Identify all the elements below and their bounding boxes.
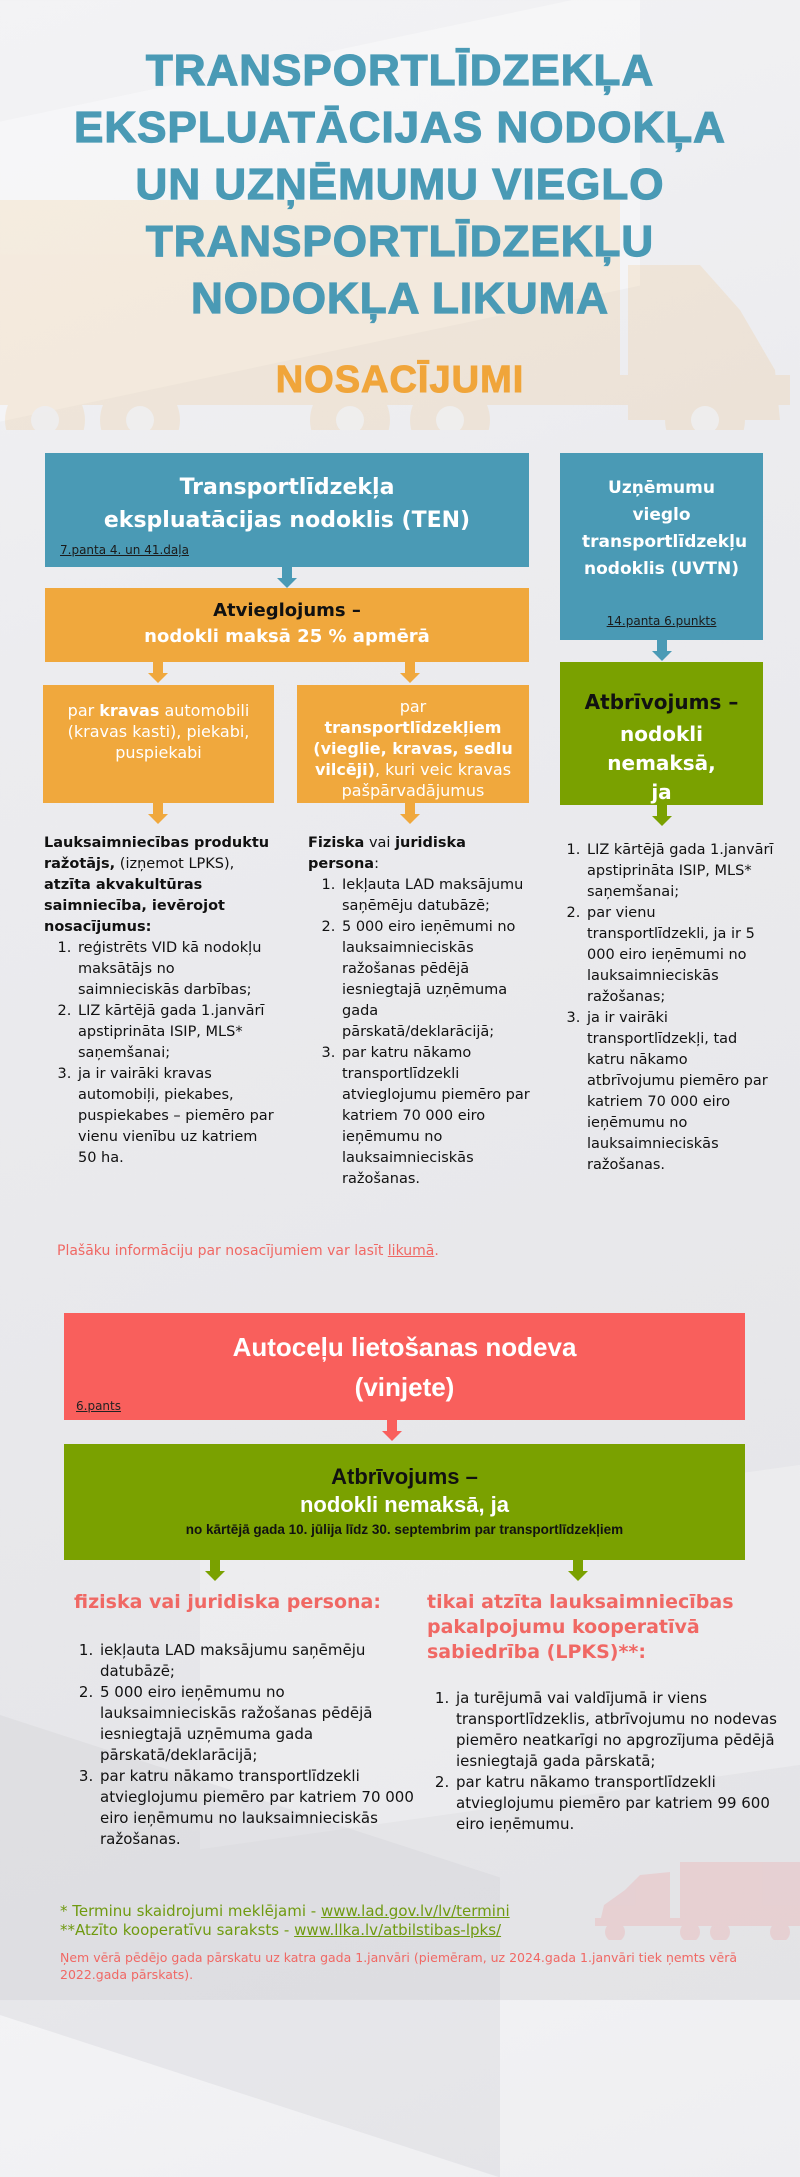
- list-item: 1. ja turējumā vai valdījumā ir viens transportlīdzeklis, atbrīvojumu no nodevas piemēro neatkarīgi no apgrozījuma pēdējā iesniegtajā gada pārskatā;: [454, 1688, 786, 1772]
- vignette-exemption-period: no kārtējā gada 10. jūlija līdz 30. septembrim par transportlīdzekļiem: [185, 1522, 624, 1537]
- ten-heading-line2: ekspluatācijas nodoklis (TEN): [103, 508, 471, 533]
- uvtn-exemption-box: [560, 662, 763, 805]
- page-title: [0, 42, 800, 327]
- option-bold-text: transportlīdzekļiem (vieglie, kravas, sedlu vilcēji): [313, 718, 513, 779]
- title-line: TRANSPORTLĪDZEKĻU: [145, 217, 655, 266]
- uvtn-conditions: [567, 840, 779, 1176]
- conditions-list: [58, 938, 276, 1169]
- ten-header-box: [45, 453, 529, 567]
- list-item: 1. iekļauta LAD maksājumu saņēmēju datubāzē;: [98, 1640, 420, 1682]
- ten-relief-box: [45, 588, 529, 662]
- footnote-cooperatives: **Atzīto kooperatīvu saraksts - www.llka.lv/atbilstibas-lpks/: [60, 1921, 502, 1939]
- vignette-header-box: [64, 1313, 745, 1420]
- uvtn-exemption-title: Atbrīvojums –: [584, 690, 739, 714]
- list-item: 2. 5 000 eiro ieņēmumi no lauksaimnieciskās ražošanas pēdējā iesniegtajā uzņēmuma gada pārskatā/deklarācijā;: [340, 917, 530, 1043]
- page-subtitle: NOSACĪJUMI: [275, 359, 525, 401]
- arrow-down-icon: [568, 1560, 588, 1582]
- title-line: NODOKĻA LIKUMA: [190, 274, 610, 323]
- vignette-heading-line2: (vinjete): [354, 1372, 455, 1402]
- list-item: 2. 5 000 eiro ieņēmumu no lauksaimnieciskās ražošanas pēdējā iesniegtajā uzņēmuma gada pārskatā/deklarācijā;: [98, 1682, 420, 1766]
- conditions-list: [436, 1688, 786, 1835]
- cooperatives-link[interactable]: www.llka.lv/atbilstibas-lpks/: [294, 1921, 502, 1939]
- ten-conditions-persons: [308, 833, 530, 1190]
- list-item: 2. par vienu transportlīdzekli, ja ir 5 000 eiro ieņēmumi no lauksaimnieciskās ražošanas;: [585, 903, 779, 1008]
- list-item: 1. Iekļauta LAD maksājumu saņēmēju datubāzē;: [340, 875, 530, 917]
- arrow-down-icon: [400, 803, 420, 825]
- arrow-down-icon: [205, 1560, 225, 1582]
- option-text: par: [399, 697, 427, 716]
- vignette-exemption-subtitle: nodokli nemaksā, ja: [299, 1492, 510, 1517]
- conditions-list: [80, 1640, 420, 1850]
- title-line: UN UZŅĒMUMU VIEGLO: [135, 160, 665, 209]
- terms-link[interactable]: www.lad.gov.lv/lv/termini: [320, 1902, 510, 1920]
- arrow-down-icon: [400, 662, 420, 684]
- uvtn-heading: Uzņēmumu vieglo transportlīdzekļu nodoklis (UVTN): [582, 478, 748, 579]
- uvtn-header-box: [560, 453, 763, 640]
- arrow-down-icon: [652, 640, 672, 662]
- vignette-heading-line1: Autoceļu lietošanas nodeva: [232, 1332, 577, 1362]
- ten-option-cargo-box: [43, 685, 274, 803]
- option-text: automobili (kravas kasti), piekabi, puspiekabi: [67, 701, 250, 762]
- arrow-down-icon: [382, 1420, 402, 1442]
- list-item: 1. reģistrēts VID kā nodokļu maksātājs no saimnieciskās darbības;: [76, 938, 276, 1001]
- vignette-heading: [64, 1327, 745, 1407]
- ten-heading-line1: Transportlīdzekļa: [179, 475, 395, 500]
- list-item: 3. ja ir vairāki transportlīdzekļi, tad katru nākamo atbrīvojumu piemēro par katriem 70 000 eiro ieņēmumu no lauksaimnieciskās ražošanas.: [585, 1008, 779, 1176]
- list-item: 2. LIZ kārtējā gada 1.janvārī apstiprināta ISIP, MLS* saņemšanai;: [76, 1001, 276, 1064]
- conditions-list: [322, 875, 530, 1190]
- conditions-list: [567, 840, 779, 1176]
- vignette-right-conditions: [436, 1688, 786, 1835]
- option-text: par: [67, 701, 100, 720]
- title-line: TRANSPORTLĪDZEKĻA: [145, 46, 655, 95]
- ten-conditions-producers: [44, 833, 276, 1169]
- list-item: 3. par katru nākamo transportlīdzekli atvieglojumu piemēro par katriem 70 000 eiro ieņēmumu no lauksaimnieciskās ražošanas.: [340, 1043, 530, 1190]
- vignette-left-conditions: [80, 1640, 420, 1850]
- option-bold-text: kravas: [99, 701, 160, 720]
- conditions-intro: Fiziska vai juridiska persona:: [308, 835, 466, 872]
- truck-icon: [590, 1860, 800, 1940]
- annual-report-note: Ņem vērā pēdējo gada pārskatu uz katra gada 1.janvāri (piemēram, uz 2024.gada 1.janvāri tiek ņemts vērā 2022.gada pārskats).: [60, 1950, 738, 1982]
- uvtn-law-reference-link[interactable]: 14.panta 6.punkts: [606, 614, 717, 628]
- uvtn-exemption-subtitle: nodokli nemaksā, ja: [607, 722, 716, 804]
- option-text: , kuri veic kravas pašpārvadājumus: [341, 760, 512, 800]
- footnote-terms: * Terminu skaidrojumi meklējami - www.lad.gov.lv/lv/termini: [60, 1902, 510, 1920]
- list-item: 2. par katru nākamo transportlīdzekli atvieglojumu piemēro par katriem 99 600 eiro ieņēmumu.: [454, 1772, 786, 1835]
- vignette-exemption-box: [64, 1444, 745, 1560]
- list-item: 3. par katru nākamo transportlīdzekli atvieglojumu piemēro par katriem 70 000 eiro ieņēmumu no lauksaimnieciskās ražošanas.: [98, 1766, 420, 1850]
- arrow-down-icon: [148, 803, 168, 825]
- list-item: 3. ja ir vairāki kravas automobiļi, piekabes, puspiekabes – piemēro par vienu vienību uz katriem 50 ha.: [76, 1064, 276, 1169]
- ten-relief-title: Atvieglojums –: [213, 600, 361, 621]
- more-info-note: Plašāku informāciju par nosacījumiem var lasīt likumā.: [57, 1243, 439, 1259]
- arrow-down-icon: [652, 805, 672, 827]
- vignette-law-reference-link[interactable]: 6.pants: [76, 1399, 121, 1413]
- law-link[interactable]: likumā: [387, 1243, 435, 1259]
- ten-law-reference-link[interactable]: 7.panta 4. un 41.daļa: [60, 543, 189, 557]
- list-item: 1. LIZ kārtējā gada 1.janvārī apstiprināta ISIP, MLS* saņemšanai;: [585, 840, 779, 903]
- title-line: EKSPLUATĀCIJAS NODOKĻA: [74, 103, 726, 152]
- conditions-intro: Lauksaimniecības produktu ražotājs, (izņemot LPKS), atzīta akvakultūras saimniecība, ievērojot nosacījumus:: [44, 835, 270, 935]
- arrow-down-icon: [148, 662, 168, 684]
- ten-relief-subtitle: nodokli maksā 25 % apmērā: [144, 626, 430, 647]
- vignette-exemption-title: Atbrīvojums –: [331, 1464, 478, 1489]
- arrow-down-icon: [277, 567, 297, 589]
- vignette-left-heading: fiziska vai juridiska persona:: [74, 1591, 381, 1613]
- vignette-right-heading: tikai atzīta lauksaimniecības pakalpojumu kooperatīvā sabiedrība (LPKS)**:: [427, 1591, 734, 1663]
- ten-heading: [45, 471, 529, 537]
- ten-option-vehicles-box: [297, 685, 529, 803]
